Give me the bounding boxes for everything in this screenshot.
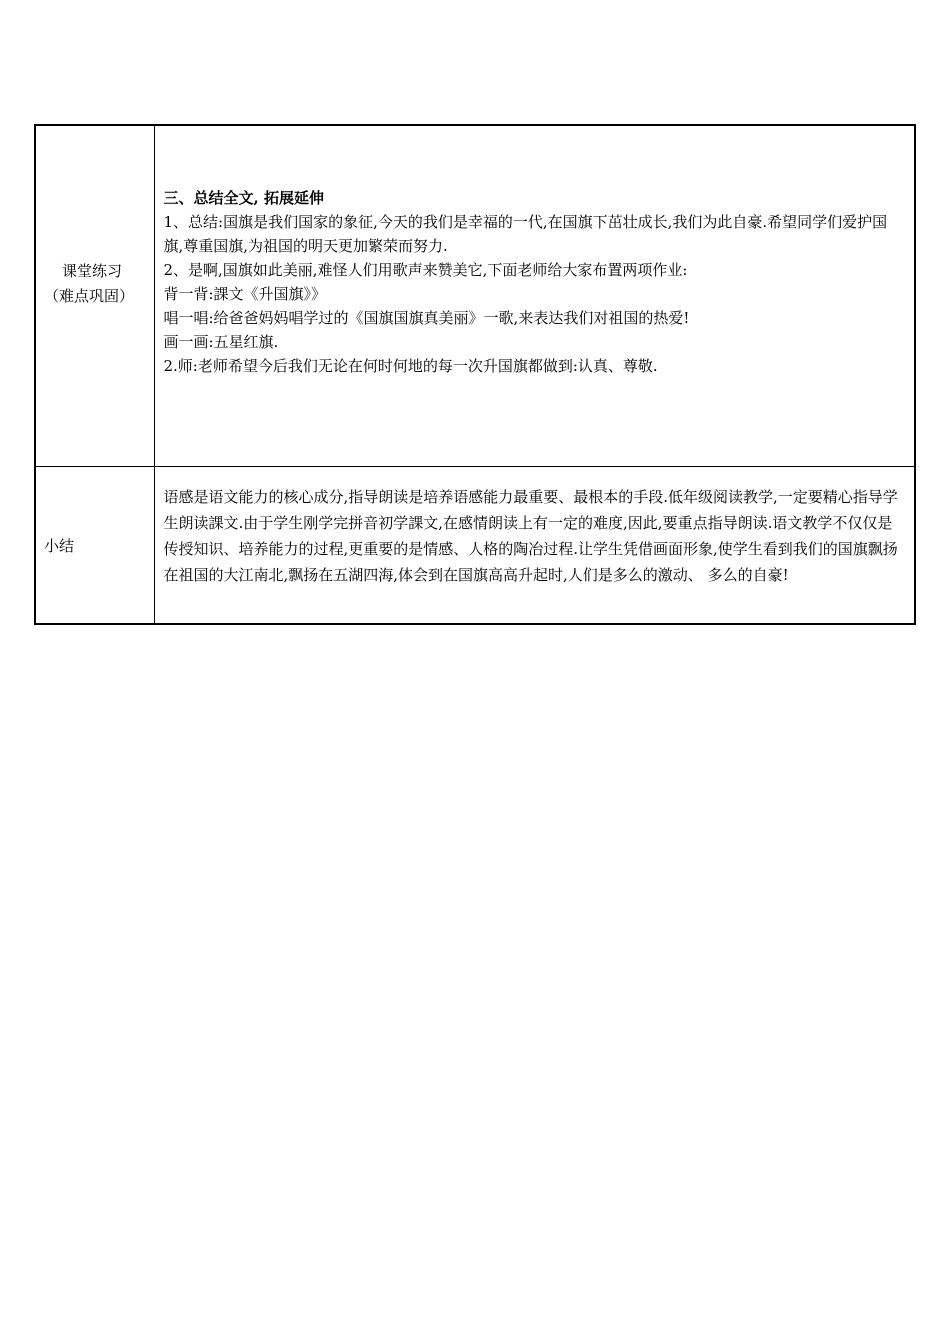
practice-label-cell (35, 125, 154, 466)
practice-line: 1、总结:国旗是我们国家的象征,今天的我们是幸福的一代,在国旗下茁壮成长,我们为此自豪.希望同学们爱护国旗,尊重国旗,为祖国的明天更加繁荣而努力. (163, 213, 888, 255)
section-heading: 三、总结全文, 拓展延伸 (163, 189, 324, 207)
summary-row (35, 466, 915, 624)
practice-content (155, 126, 915, 378)
summary-content-cell (154, 466, 915, 624)
summary-label: 小结 (44, 536, 75, 555)
practice-label (36, 126, 154, 309)
practice-label-line1: 课堂练习 (62, 262, 123, 280)
practice-line: 画一画:五星红旗. (163, 333, 279, 351)
practice-content-cell (154, 125, 915, 466)
summary-text: 语感是语文能力的核心成分,指导朗读是培养语感能力最重要、最根本的手段.低年级阅读教学,一定要精心指导学生朗读課文.由于学生刚学完拼音初学課文,在感情朗读上有一定的难度,因此,要重点指导朗读.语文教学不仅仅是传授知识、培养能力的过程,更重要的是情感、人格的陶冶过程.让学生凭借画面形象,使学生看到我们的国旗飘扬在祖国的大江南北,飘扬在五湖四海,体会到在国旗高高升起时,人们是多么的激动、 多么的自豪! (163, 487, 898, 584)
practice-line: 唱一唱:给爸爸妈妈唱学过的《国旗国旗真美丽》一歌,来表达我们对祖国的热爱! (163, 309, 690, 327)
practice-row (35, 125, 915, 466)
summary-label-cell (35, 466, 154, 624)
practice-label-line2: （难点巩固） (44, 287, 135, 305)
lesson-plan-table (34, 124, 916, 625)
practice-line: 2、是啊,国旗如此美丽,难怪人们用歌声来赞美它,下面老师给大家布置两项作业: (163, 261, 688, 279)
practice-line: 背一背:課文《升国旗》》 (163, 285, 327, 303)
practice-line: 2.师:老师希望今后我们无论在何时何地的每一次升国旗都做到:认真、尊敬. (163, 357, 658, 375)
